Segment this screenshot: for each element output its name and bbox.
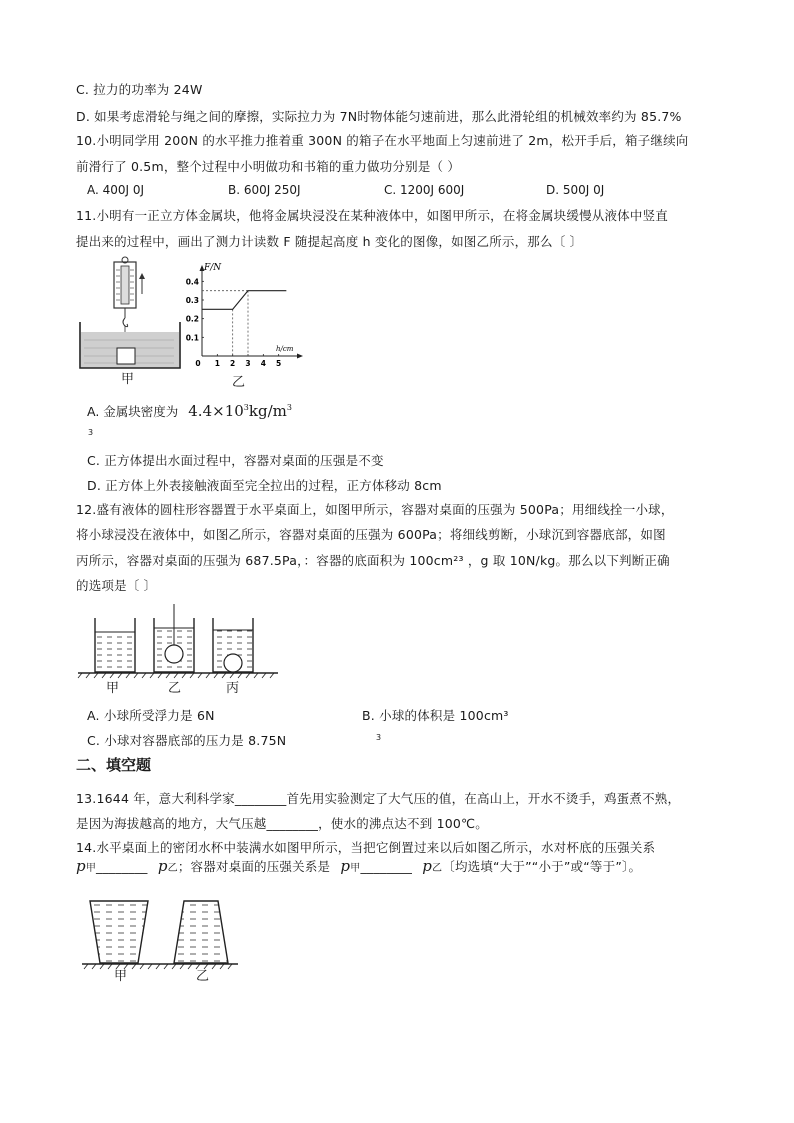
q12-stray-mark: 3	[376, 733, 382, 742]
q14-label-yi: 乙	[196, 969, 210, 984]
y-tick-label: 0.1	[185, 333, 199, 343]
q14-tail-text: 〔均选填“大于”“小于”或“等于”〕。	[442, 859, 642, 874]
density-unit: kg/m	[248, 402, 287, 420]
cup-yi	[174, 901, 228, 963]
pressure-symbol-yi-prime: p乙	[422, 857, 443, 875]
pressure-symbol-jia: p甲	[76, 857, 97, 875]
q11-chart	[182, 260, 304, 372]
q12-stem-line4: 的选项是〔 〕	[76, 578, 157, 593]
q12-option-a: A. 小球所受浮力是 6N	[87, 708, 215, 723]
x-tick-label: 5	[276, 359, 282, 368]
container-jia	[95, 618, 135, 672]
q14-stem-line2	[76, 857, 641, 875]
q14-figure	[80, 895, 240, 977]
q11-option-a	[87, 402, 292, 420]
q14-mid-text: ；容器对桌面的压强关系是	[177, 859, 331, 874]
container-bing	[213, 618, 253, 672]
subscript-yi: 乙	[167, 863, 178, 874]
x-axis-arrow	[297, 354, 303, 359]
density-unit-exponent: 3	[286, 403, 292, 412]
q12-stem-line1: 12.盛有液体的圆柱形容器置于水平桌面上，如图甲所示，容器对桌面的压强为 500Pa；用细线拴一小球，	[76, 502, 674, 517]
subscript-yi-prime: 乙	[432, 863, 443, 874]
q10-option-c: C. 1200J 600J	[384, 183, 465, 197]
pressure-symbol-jia-prime: p甲	[340, 857, 361, 875]
q12-label-jia: 甲	[106, 681, 120, 696]
y-tick-label: 0.4	[185, 277, 199, 287]
y-tick-label: 0.2	[185, 314, 199, 324]
density-value	[188, 402, 292, 420]
q14-stem-line1: 14.水平桌面上的密闭水杯中装满水如图甲所示，当把它倒置过来以后如图乙所示，水对杯底的压强关系	[76, 840, 656, 855]
q9-option-d: D. 如果考虑滑轮与绳之间的摩擦，实际拉力为 7N时物体能匀速前进，那么此滑轮组的机械效率约为 85.7%	[76, 109, 682, 124]
series-line	[202, 291, 286, 310]
q10-option-d: D. 500J 0J	[546, 183, 605, 197]
x-tick-label: 2	[230, 359, 236, 368]
q12-option-b: B. 小球的体积是 100cm³	[362, 708, 509, 723]
blank-2[interactable]: ________	[360, 859, 413, 874]
x-tick-label: 0	[195, 359, 201, 368]
q10-option-b: B. 600J 250J	[228, 183, 301, 197]
x-tick-label: 4	[260, 359, 266, 368]
q11-option-c: C. 正方体提出水面过程中，容器对桌面的压强是不变	[87, 453, 384, 468]
q12-label-yi: 乙	[168, 681, 182, 696]
q12-stem-line3: 丙所示，容器对桌面的压强为 687.5Pa，：容器的底面积为 100cm²³ ，g 取 10N/kg。那么以下判断正确	[76, 553, 670, 568]
q11-stray-mark: 3	[88, 428, 94, 437]
container-yi	[154, 604, 194, 672]
q11-figure-label-yi: 乙	[232, 375, 246, 390]
section-heading-fill-in: 二、填空题	[76, 756, 152, 774]
q11-stem-line1: 11.小明有一正立方体金属块，他将金属块浸没在某种液体中，如图甲所示，在将金属块缓慢从液体中竖直	[76, 208, 668, 223]
q14-label-jia: 甲	[114, 969, 128, 984]
q11-stem-line2: 提出来的过程中，画出了测力计读数 F 随提起高度 h 变化的图像，如图乙所示，那么〔 〕	[76, 234, 583, 249]
q13-stem-line2: 是因为海拔越高的地方，大气压越________，使水的沸点达不到 100℃。	[76, 816, 488, 831]
q9-option-c: C. 拉力的功率为 24W	[76, 82, 203, 97]
q12-option-c: C. 小球对容器底部的压力是 8.75N	[87, 733, 287, 748]
pressure-symbol-yi: p乙	[157, 857, 178, 875]
q10-stem-line2: 前滑行了 0.5m，整个过程中小明做功和书箱的重力做功分别是（ ）	[76, 159, 461, 174]
q13-stem-line1: 13.1644 年，意大利科学家________首先用实验测定了大气压的值，在高山上，开水不烫手，鸡蛋煮不熟，	[76, 791, 681, 806]
x-tick-label: 3	[245, 359, 251, 368]
y-tick-label: 0.3	[185, 296, 199, 305]
q11-figure-jia	[74, 256, 184, 382]
ball-suspended	[165, 645, 183, 663]
x-tick-label: 1	[214, 359, 220, 368]
q11-option-a-prefix: A. 金属块密度为	[87, 404, 179, 419]
subscript-jia-prime: 甲	[350, 863, 361, 874]
chart-y-axis-label: F/N	[204, 263, 222, 273]
chart-x-axis-label: h/cm	[276, 345, 294, 353]
q12-stem-line2: 将小球浸没在液体中，如图乙所示，容器对桌面的压强为 600Pa；将细线剪断，小球沉到容器底部，如图	[76, 527, 666, 542]
density-mantissa: 4.4×10	[188, 402, 244, 420]
q12-figure	[76, 604, 280, 680]
metal-block	[117, 348, 135, 364]
density-exponent: 3	[243, 403, 249, 412]
q10-stem-line1: 10.小明同学用 200N 的水平推力推着重 300N 的箱子在水平地面上匀速前进了 2m，松开手后，箱子继续向	[76, 133, 689, 148]
ball-sunk	[224, 654, 242, 672]
blank-1[interactable]: ________	[96, 859, 148, 874]
cup-jia	[90, 901, 148, 963]
q12-label-bing: 丙	[226, 681, 240, 696]
subscript-jia: 甲	[85, 863, 97, 874]
q10-option-a: A. 400J 0J	[87, 183, 145, 197]
q11-option-d: D. 正方体上外表接触液面至完全拉出的过程，正方体移动 8cm	[87, 478, 442, 493]
q11-figure-label-jia: 甲	[121, 372, 135, 387]
